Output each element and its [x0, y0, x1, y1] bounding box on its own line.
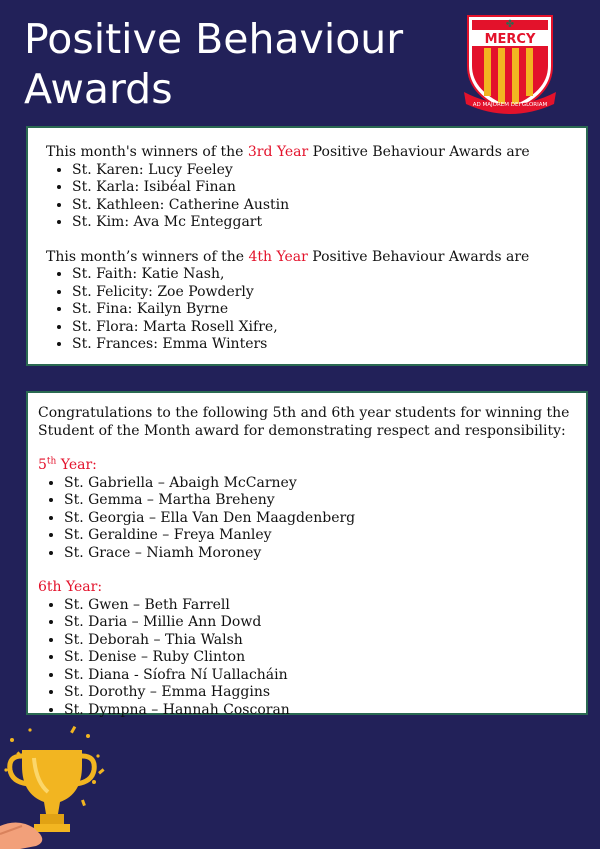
senior-intro: Congratulations to the following 5th and 6th year students for winning the Student of the Month award for demonstrating respect and responsibility:: [38, 405, 570, 439]
list-item: • St. Karen: Lucy Feeley: [72, 162, 568, 180]
list-item: • St. Deborah – Thia Walsh: [64, 632, 576, 650]
list-item: • St. Frances: Emma Winters: [72, 336, 568, 354]
list-item: • St. Gabriella – Abaigh McCarney: [64, 475, 576, 493]
list-item: • St. Flora: Marta Rosell Xifre,: [72, 319, 568, 337]
list-item: • St. Diana - Síofra Ní Uallacháin: [64, 667, 576, 685]
trophy-icon: [0, 722, 110, 849]
list-item: • St. Daria – Millie Ann Dowd: [64, 614, 576, 632]
third-year-winners-list: [46, 162, 568, 232]
list-item: • St. Faith: Katie Nash,: [72, 266, 568, 284]
sixth-year-label: 6th Year:: [38, 579, 103, 595]
page-title-line-1: Positive Behaviour: [24, 15, 404, 63]
page-title: [24, 14, 403, 114]
third-year-highlight: 3rd Year: [247, 144, 309, 160]
junior-awards-panel: [26, 126, 588, 366]
senior-awards-panel: [26, 391, 588, 718]
mercy-crest-logo: [462, 8, 558, 116]
fifth-year-label: 5th Year:: [38, 456, 97, 473]
list-item: • St. Dorothy – Emma Haggins: [64, 684, 576, 702]
list-item: • St. Dympna – Hannah Coscoran: [64, 702, 576, 720]
list-item: • St. Kim: Ava Mc Enteggart: [72, 214, 568, 232]
sixth-year-winners-list: [38, 597, 576, 720]
third-year-intro: This month's winners of the 3rd Year Positive Behaviour Awards are: [46, 144, 530, 160]
crest-motto: AD MAJOREM DEI GLORIAM: [472, 102, 548, 108]
list-item: • St. Gemma – Martha Breheny: [64, 492, 576, 510]
list-item: • St. Karla: Isibéal Finan: [72, 179, 568, 197]
list-item: • St. Georgia – Ella Van Den Maagdenberg: [64, 510, 576, 528]
list-item: • St. Gwen – Beth Farrell: [64, 597, 576, 615]
fourth-year-intro: This month’s winners of the 4th Year Positive Behaviour Awards are: [46, 248, 530, 265]
fifth-year-winners-list: [38, 475, 576, 563]
svg-text:✤: ✤: [505, 19, 515, 30]
crest-name: MERCY: [484, 32, 536, 47]
fourth-year-winners-list: [46, 266, 568, 354]
fourth-year-highlight: 4th Year: [248, 248, 308, 265]
list-item: • St. Geraldine – Freya Manley: [64, 527, 576, 545]
list-item: • St. Kathleen: Catherine Austin: [72, 197, 568, 215]
list-item: • St. Felicity: Zoe Powderly: [72, 284, 568, 302]
list-item: • St. Denise – Ruby Clinton: [64, 649, 576, 667]
list-item: • St. Fina: Kailyn Byrne: [72, 301, 568, 319]
page-title-line-2: Awards: [24, 65, 173, 113]
list-item: • St. Grace – Niamh Moroney: [64, 545, 576, 563]
